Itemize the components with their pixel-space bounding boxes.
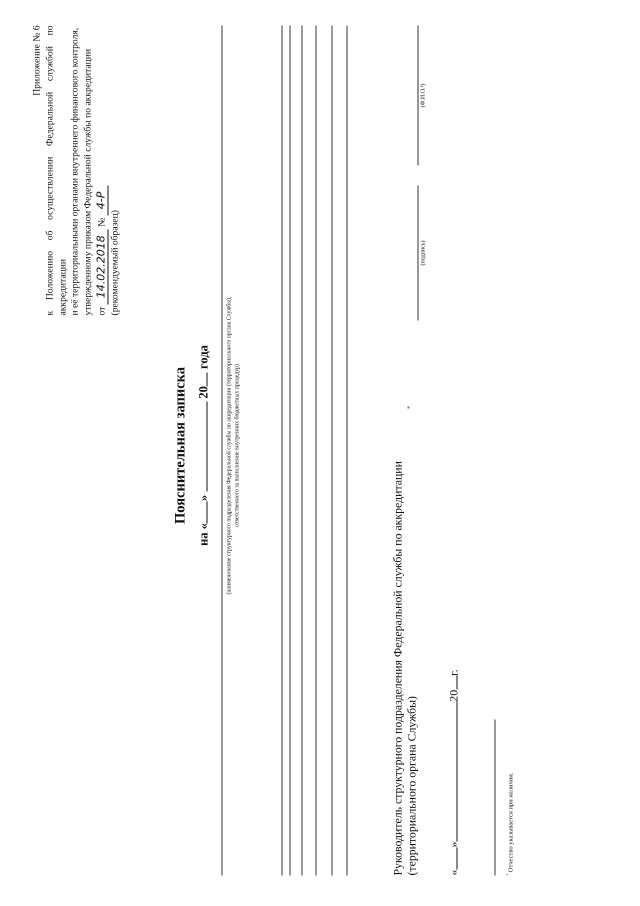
- name-line: [418, 26, 419, 166]
- body-line: [290, 26, 291, 876]
- appendix-line-order: утвержденному приказом Федеральной службы по аккредитации: [82, 49, 94, 316]
- report-date-line: [196, 286, 212, 606]
- head-title-line-1: Руководитель структурного подразделения Федеральной службы по аккредитации: [390, 461, 405, 876]
- order-number-handwritten: 4-Р: [94, 186, 108, 216]
- document-title: Пояснительная записка: [172, 366, 189, 525]
- day-blank: [196, 501, 208, 523]
- caption-line-1: (наименование структурного подразделения Федеральной службы по аккредитации (территориального органа Службы),: [226, 296, 233, 595]
- order-date-prefix: от: [96, 306, 108, 316]
- sig-date-open: «: [446, 869, 461, 876]
- department-name-line: [222, 26, 223, 876]
- appendix-line-bodies: и её территориальными органами внутреннего финансового контроля,: [69, 27, 81, 316]
- signature-date-line: [446, 556, 462, 876]
- appendix-line-date: [95, 26, 109, 316]
- date-close-quote: »: [196, 494, 211, 502]
- body-line: [332, 26, 333, 876]
- order-number-prefix: №: [96, 217, 108, 227]
- order-date-handwritten: 14.02.2018: [94, 229, 108, 304]
- caption-line-2: ответственного за выполнение внутренних бюджетных процедур): [234, 364, 241, 527]
- appendix-recommended-sample: (рекомендуемый образец): [109, 210, 121, 316]
- name-caption: (Ф.И.О.¹): [420, 83, 427, 108]
- body-line: [347, 26, 348, 876]
- footnote-separator: [495, 720, 496, 876]
- footnote-marker: ¹: [505, 873, 512, 876]
- body-line: [282, 26, 283, 876]
- footnote: [506, 576, 515, 876]
- appendix-number: Приложение № 6: [31, 25, 43, 96]
- document-page: [0, 1, 640, 906]
- sig-month-blank: [446, 702, 458, 842]
- sig-year-blank: [446, 676, 458, 690]
- footnote-text: Отчество указывается при наличии.: [507, 772, 515, 873]
- appendix-line-regulation: к Положению об осуществлении Федеральной службой по аккредитации: [44, 25, 69, 316]
- scan-dot: [408, 407, 410, 409]
- head-signature-title: [392, 356, 419, 876]
- sig-date-close: »: [446, 841, 461, 848]
- appendix-block: [32, 26, 123, 316]
- month-blank: [196, 402, 208, 492]
- date-open-quote: на «: [196, 523, 211, 546]
- signature-caption: (подпись): [420, 240, 427, 266]
- body-line: [302, 26, 303, 876]
- sig-year-prefix: 20: [446, 689, 461, 702]
- signature-line: [418, 186, 419, 321]
- body-line: [316, 26, 317, 876]
- sig-year-suffix: г.: [446, 669, 461, 676]
- sig-day-blank: [446, 848, 458, 870]
- year-suffix: года: [196, 345, 211, 369]
- year-blank: [196, 372, 208, 386]
- year-prefix: 20: [196, 386, 211, 399]
- head-title-line-2: (территориального органа Службы): [404, 696, 418, 876]
- department-name-caption: [226, 86, 242, 806]
